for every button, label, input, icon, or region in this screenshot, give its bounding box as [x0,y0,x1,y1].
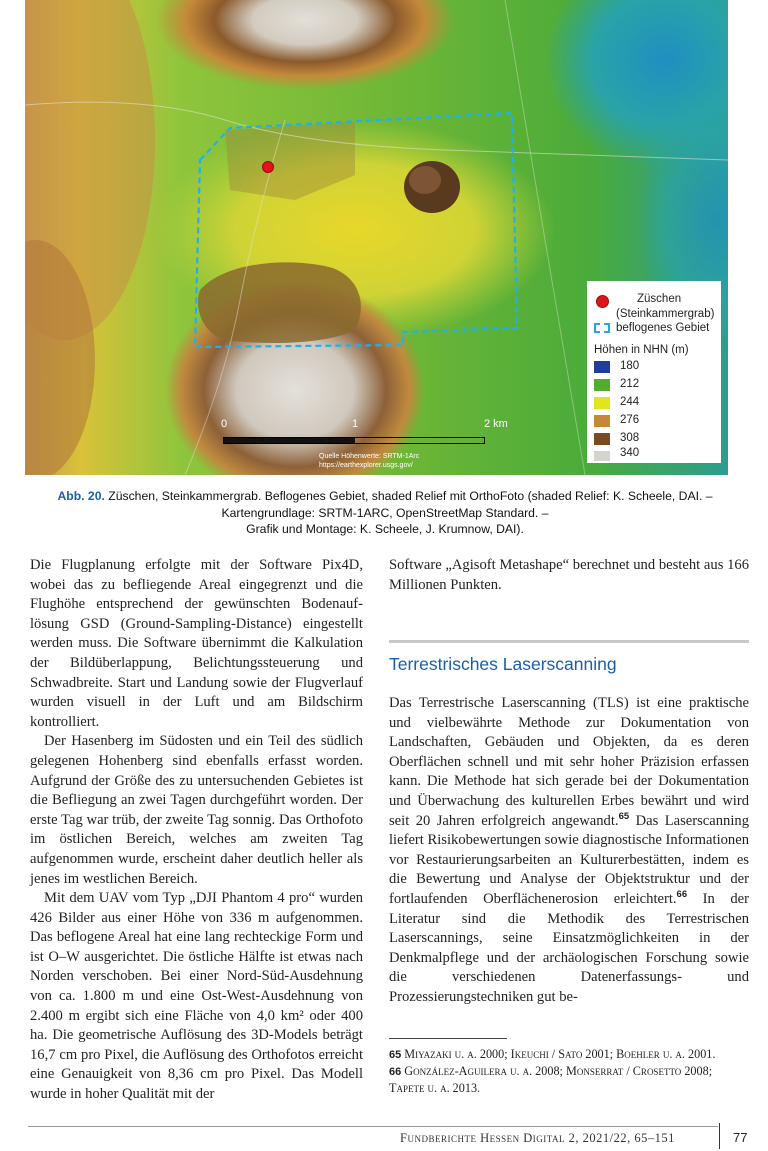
footnote-number: 65 [389,1049,402,1061]
map-legend [587,281,721,463]
footnote-number: 66 [389,1066,402,1078]
section-divider [389,640,749,643]
legend-value-244: 244 [620,396,640,408]
right-paragraph-0: Software „Agisoft Metashape“ berechnet und besteht aus 166 Millionen Punkten. [389,557,749,593]
relief-map-figure [25,0,728,475]
page-number: 77 [733,1130,748,1145]
legend-value-180: 180 [620,360,640,372]
legend-swatch-276 [594,415,610,427]
legend-value-308: 308 [620,432,640,444]
caption-line-2: Kartengrundlage: SRTM-1ARC, OpenStreetMap Standard. – [221,505,549,520]
source-line-1: Quelle Höhenwerte: SRTM-1Arc [319,453,420,460]
legend-value-340: 340 [620,447,640,459]
left-paragraph-3: Mit dem UAV vom Typ „DJI Phantom 4 pro“ wurden 426 Bilder aus einer Höhe von 336 m aufgenommen. Das beflogene Areal hat eine lang rechteckige Form und ist O–W ausgerichtet. Die östliche Hälfte ist etwas nach Norden verschoben. Bei einer Nord-Süd-Ausdehnung von ca. 1.800 m und eine Ost-West-Ausdehnung von 2.400 m ergibt sich eine Fläche von 4,0 km² oder 400 ha. Die geometrische Auflösung des 3D-Models beträgt 16,7 cm pro Pixel, die Auflösung des Orthofotos erreicht eine Genauigkeit von 8,36 cm pro Pixel. Das Modell wurde in hoher Qualität mit der [30,890,363,1103]
legend-swatch-340 [594,451,610,461]
left-paragraph-1: Die Flugplanung erfolgte mit der Software Pix4D, wobei das zu befliegende Areal eingegrenzt und die Flughöhe entsprechend der gewünschten Bodenauflösung GSD (Ground-Sampling-Distance) eingestellt werden muss. Die Software übernimmt die Kalkulation der Bildüberlappung, Belichtungssteuerung und Schwadbreite. Start und Landung sowie der Flugverlauf wurden visuell in der Luft und am Bildschirm kontrolliert. [30,557,363,730]
footnote-66 [389,1063,749,1096]
scale-label-2km: 2 km [484,418,508,430]
scale-label-0: 0 [221,418,228,430]
right-paragraph-1a: Das Terrestrische Laserscanning (TLS) ist eine praktische und vielbewährte Methode zur Dokumentation von Landschaften, Gebäuden und Objekten, da es deren Oberflächen schnell und mit sehr hoher Präzision erfassen kann. Die Methode hat sich gerade bei der Dokumentation und Überwachung des kulturellen Erbes bewährt und wird seit 20 Jahren erfolgreich angewandt. [389,695,749,829]
scale-bar [223,437,485,444]
footer-rule [28,1126,718,1127]
figure-caption [40,488,730,538]
legend-site-sub: (Steinkammergrab) [616,308,715,320]
map-source-note [319,452,419,470]
footnote-65 [389,1046,749,1063]
left-paragraph-2: Der Hasenberg im Südosten und ein Teil des südlich gelegenen Hohenberg sind ebenfalls erfasst worden. Aufgrund der Größe des zu untersuchenden Gebietes ist die Befliegung an zwei Tagen durchgeführt worden. Der erste Tag war trüb, der zweite Tag sonnig. Das Orthofoto im östlichen Bereich, welches am zweiten Tag aufgenommen wurde, erscheint daher deutlich heller als jenes im westlichen Bereich. [30,733,363,887]
right-paragraph-1b: Das Laserscanning liefert Risikobewertungen sowie diagnostische Informationen vor Restaurierungsarbeiten an Kulturerbestätten, indem es die Bewertung und Analyse der Objektstruktur und der fortlaufenden Oberflächenerosion erleichtert. [389,812,749,907]
footer-separator [719,1123,720,1149]
footnote-ref-66[interactable]: 66 [676,889,688,901]
footnotes [389,1046,749,1096]
flown-area-dashed-icon [594,323,610,333]
right-paragraph-1 [389,694,749,1008]
footnote-ref-65[interactable]: 65 [618,810,630,822]
legend-value-212: 212 [620,378,640,390]
section-heading: Terrestrisches Laserscanning [389,654,617,674]
right-paragraph-1c: In der Literatur sind die Methodik des Terrestrischen Laserscannings, seine Einsatzmöglichkeiten in der Denkmalpflege und der archäologischen Forschung sowie die verschiedenen Datenerfassungs- und Prozessierungstechniken gut be- [389,890,749,1005]
right-text-column [389,694,749,1008]
legend-value-276: 276 [620,414,640,426]
caption-line-1: Züschen, Steinkammergrab. Beflogenes Gebiet, shaded Relief mit OrthoFoto (shaded Relief: K. Scheele, DAI. – [104,489,713,503]
footnote-rule [389,1038,507,1039]
legend-swatch-212 [594,379,610,391]
footnote-text: González-Aguilera u. a. 2008; Monserrat / Crosetto 2008; Tapete u. a. 2013. [389,1064,713,1095]
legend-heights-title: Höhen in NHN (m) [594,344,689,356]
legend-flown-area: beflogenes Gebiet [616,322,710,334]
caption-line-3: Grafik und Montage: K. Scheele, J. Krumnow, DAI). [246,522,524,536]
legend-site-name: Züschen [637,293,682,305]
legend-swatch-180 [594,361,610,373]
caption-label: Abb. 20. [57,489,105,503]
legend-swatch-308 [594,433,610,445]
scale-label-1: 1 [352,418,359,430]
journal-reference: Fundberichte Hessen Digital 2, 2021/22, 65–151 [400,1131,675,1145]
footnote-text: Miyazaki u. a. 2000; Ikeuchi / Sato 2001; Boehler u. a. 2001. [404,1047,716,1061]
right-text-column-top [389,556,749,595]
source-line-2: https://earthexplorer.usgs.gov/ [319,462,413,469]
legend-swatch-244 [594,397,610,409]
site-marker-icon [596,295,609,308]
left-text-column [30,556,363,1105]
